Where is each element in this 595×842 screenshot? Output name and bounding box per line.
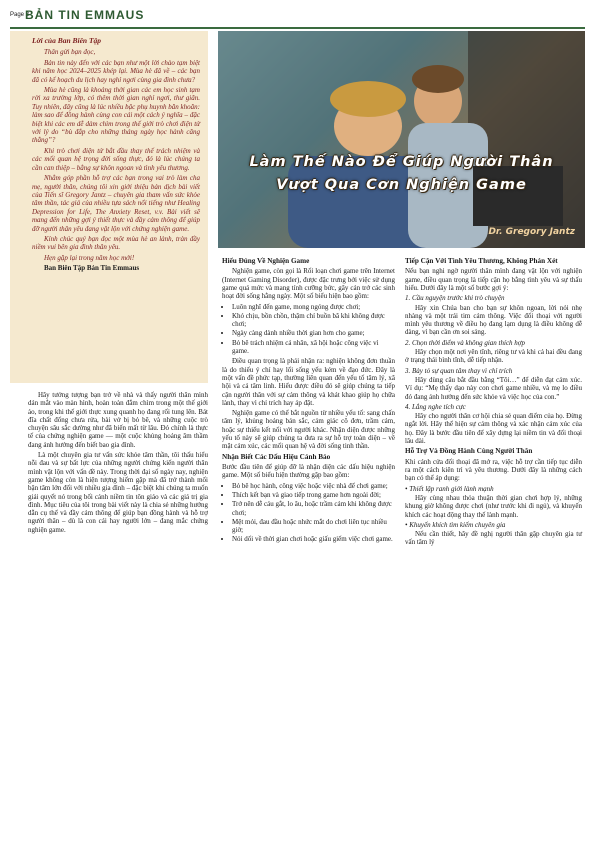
section-heading: Nhận Biết Các Dấu Hiệu Cảnh Báo [222,452,331,461]
body-paragraph: Khi cánh cửa đối thoại đã mở ra, việc hỗ trợ cần tiếp tục diễn ra một cách kiên trì và yêu thương. Dưới đây là những cách bạn có thể áp dụng: [405,457,582,483]
section-heading: Tiếp Cận Với Tình Yêu Thương, Không Phán Xét [405,257,558,265]
section-heading: Hỗ Trợ Và Đồng Hành Cùng Người Thân [405,447,533,456]
list-item: • Bỏ bê học hành, công việc hoặc việc nhà để chơi game; [232,482,395,490]
body-paragraph: Điều quan trọng là phải nhận ra: nghiện không đơn thuần là do thiếu ý chí hay lối sống yếu kém về đạo đức. Đây là một vấn đề phức tạp, thường liên quan đến yếu tố tâm lý, xã hội và cả tâm linh. Hiểu được điều đó sẽ giúp chúng ta tiếp cận người thân với sự cảm thông và khát khao giúp họ chữa lành, thay vì chỉ trích hay áp đặt. [222,357,395,407]
section-heading: Hiểu Đúng Về Nghiện Game [222,257,310,265]
body-paragraph: Hãy dùng câu bắt đầu bằng “Tôi…” để diễn đạt cảm xúc. Ví dụ: “Mẹ thấy dạo này con chơi game nhiều, và mẹ lo điều đó đang ảnh hưởng đến sức khỏe và việc học của con.” [405,375,582,401]
page-header [10,8,585,24]
body-paragraph: Hãy tưởng tượng bạn trở về nhà và thấy người thân mình dán mắt vào màn hình, hoàn toàn đắm chìm trong một thế giới ảo, trong khi thế giới thực xung quanh họ đang rối tung lên. Bát đĩa chất đống chưa rửa, bài vở bị bỏ bê, và những cuộc trò chuyện sâu sắc dường như đã biến mất từ lâu. Đó chính là thực tế của chứng nghiện game — một cuộc khủng hoảng âm thầm đang ảnh hưởng đến biết bao gia đình. [28,391,208,449]
step-heading: 2. Chọn thời điểm và không gian thích hợp [405,338,526,347]
hero-title [218,151,585,197]
list-item: • Khó chịu, bồn chồn, thậm chí buồn bã khi không được chơi; [232,312,395,329]
list-item: • Thích kết bạn và giao tiếp trong game hơn ngoài đời; [232,491,395,499]
header-rule [10,27,585,29]
hero-illustration [218,31,585,248]
body-paragraph: Nghiện game có thể bắt nguồn từ nhiều yếu tố: sang chấn tâm lý, khủng hoảng bản sắc, cảm giác cô đơn, trầm cảm, hoặc sự thiếu kết nối với người khác. Nhận diện được những yếu tố này sẽ giúp chúng ta đưa ra sự hỗ trợ toàn diện – về mặt cảm xúc, các mối quan hệ và đời sống tinh thần. [222,409,395,451]
body-paragraph: Là một chuyên gia tư vấn sức khỏe tâm thần, tôi thấu hiểu nỗi đau và sự bất lực của những người chứng kiến người thân mình vật lộn với vấn đề này. Trong thời đại số ngày nay, nghiện game không còn là hiện tượng hiếm gặp mà đã trở thành mối bận tâm lớn đối với nhiều gia đình – đặc biệt khi chúng ta muốn giải quyết nó trong bối cảnh niềm tin tôn giáo và các giá trị gia đình. Mục tiêu của tôi trong bài viết này là chia sẻ những hướng dẫn cụ thể và đầy cảm thông để giúp bạn đồng hành và hỗ trợ người thân – dù là con cái hay người lớn – đang mắc chứng nghiện game. [28,451,208,534]
editor-paragraph: Mùa hè cũng là khoảng thời gian các em học sinh tạm rời xa trường lớp, có thêm thời gian nghỉ ngơi, thư giãn. Tuy nhiên, đây cũng là lúc nhiều bậc phụ huynh băn khoăn: làm sao để đồng hành cùng con cái một cách ý nghĩa – đặc biệt khi các em dễ dàm chìm trong thế giới trò chơi điện tử với lý do “bù đắp cho những tháng ngày học hành căng thẳng”? [32,86,200,145]
list-item: • Bỏ bê trách nhiệm cá nhân, xã hội hoặc công việc vì game. [232,339,395,356]
hero-title-line2: Vượt Qua Cơn Nghiện Game [276,177,527,193]
editor-letter-box [10,31,208,383]
list-item: • Trở nên dễ cáu gắt, lo âu, hoặc trầm cảm khi không được chơi; [232,500,395,517]
symptom-list [222,303,395,356]
body-paragraph: Bước đầu tiên để giúp đỡ là nhận diện các dấu hiệu nghiện game. Một số biểu hiện thường gặp bao gồm: [222,463,395,480]
body-paragraph: Nếu cần thiết, hãy đề nghị người thân gặp chuyên gia tư vấn tâm lý [405,530,582,547]
body-paragraph: Nghiện game, còn gọi là Rối loạn chơi game trên Internet (Internet Gaming Disorder), được đặc trưng bởi việc sử dụng game quá mức và mang tính cưỡng bức, gây cản trở các sinh hoạt đời sống hằng ngày. Một số biểu hiện bao gồm: [222,267,395,301]
list-item: • Nói dối về thời gian chơi hoặc giấu giếm việc chơi game. [232,535,395,543]
step-heading: 1. Cầu nguyện trước khi trò chuyện [405,294,505,303]
editor-paragraph: Khi trò chơi điện tử bắt đầu thay thế trách nhiệm và các mối quan hệ trọng đời sống thực, đó là lúc chúng ta cần can thiệp – bằng sự khôn ngoan và tình yêu thương. [32,146,200,172]
hero-title-line1: Làm Thế Nào Để Giúp Người Thân [249,154,554,170]
list-item: • Ngày càng dành nhiều thời gian hơn cho game; [232,329,395,337]
step-heading: 3. Bày tỏ sự quan tâm thay vì chỉ trích [405,366,513,375]
page-number: Page 2 [10,12,30,18]
editor-paragraph: Bản tin này đến với các bạn như một lời chào tạm biệt khi năm học 2024–2025 khép lại. Mùa hè đã về – các bạn đã có kế hoạch du lịch hay nghỉ ngơi cùng gia đình chưa? [32,58,200,84]
hero-image [218,31,585,248]
hero-author: Dr. Gregory Jantz [488,227,575,237]
body-paragraph: Hãy cho người thân cơ hội chia sẻ quan điểm của họ. Đừng ngắt lời. Hãy thể hiện sự cảm thông và xác nhận cảm xúc của họ. Đây là bước đầu tiên để xây dựng lại niềm tin và đối thoại lâu dài. [405,412,582,446]
editor-letter-title: Lời của Ban Biên Tập [32,36,102,45]
column-3 [405,255,582,549]
warning-list [222,482,395,544]
body-paragraph: Nếu bạn nghi ngờ người thân mình đang vật lộn với nghiện game, điều quan trọng là tiếp cận họ bằng tình yêu và sự thấu hiểu. Dưới đây là một số bước gợi ý: [405,267,582,292]
editor-signature: Ban Biên Tập Bản Tin Emmaus [44,264,140,273]
column-1 [28,391,208,536]
editor-paragraph: Thân gửi bạn đọc, [44,48,96,57]
list-item: • Mệt mỏi, đau đầu hoặc nhức mắt do chơi liên tục nhiều giờ; [232,518,395,535]
step-heading: • Khuyến khích tìm kiếm chuyên gia [405,520,506,529]
list-item: • Luôn nghĩ đến game, mong ngóng được chơi; [232,303,395,311]
step-heading: • Thiết lập ranh giới lành mạnh [405,484,494,493]
step-heading: 4. Lắng nghe tích cực [405,402,466,411]
body-paragraph: Hãy xin Chúa ban cho bạn sự khôn ngoan, lời nói nhẹ nhàng và một trái tim cảm thông. Việc đối thoại với người mình yêu thương về điều họ đang lạm dụng là điều không dễ dàng, vì bạn cần ơn soi sáng. [405,303,582,337]
masthead: BẢN TIN EMMAUS [25,8,145,22]
column-2 [222,255,395,546]
editor-paragraph: Hẹn gặp lại trong năm học mới! [44,253,135,262]
body-paragraph: Hãy chọn một nơi yên tĩnh, riêng tư và khi cả hai đều đang ở trạng thái bình tĩnh, dễ tiếp nhận. [405,348,582,365]
body-paragraph: Hãy cùng nhau thỏa thuận thời gian chơi hợp lý, những khung giờ không được chơi (như trước khi đi ngủ), và khuyến khích các hoạt động thay thế lành mạnh. [405,493,582,519]
editor-paragraph: Kính chúc quý bạn đọc một mùa hè an lành, tràn đầy niềm vui bên gia đình thân yêu. [32,234,200,252]
editor-paragraph: Nhằm góp phần hỗ trợ các bạn trong vai trò làm cha mẹ, người thân, chúng tôi xin giới thiệu bản dịch bài viết của Tiến sĩ Gregory Jantz – chuyên gia tham vấn sức khỏe tâm thần, tác giả của nhiều tựa sách nổi tiếng như Healing Depression for Life, The Anxiety Reset, v.v. Bài viết sẽ mang đến những gợi ý thiết thực và đầy cảm thông để giúp đỡ người thân yêu đang vật lộn với chứng nghiện game. [32,174,200,233]
